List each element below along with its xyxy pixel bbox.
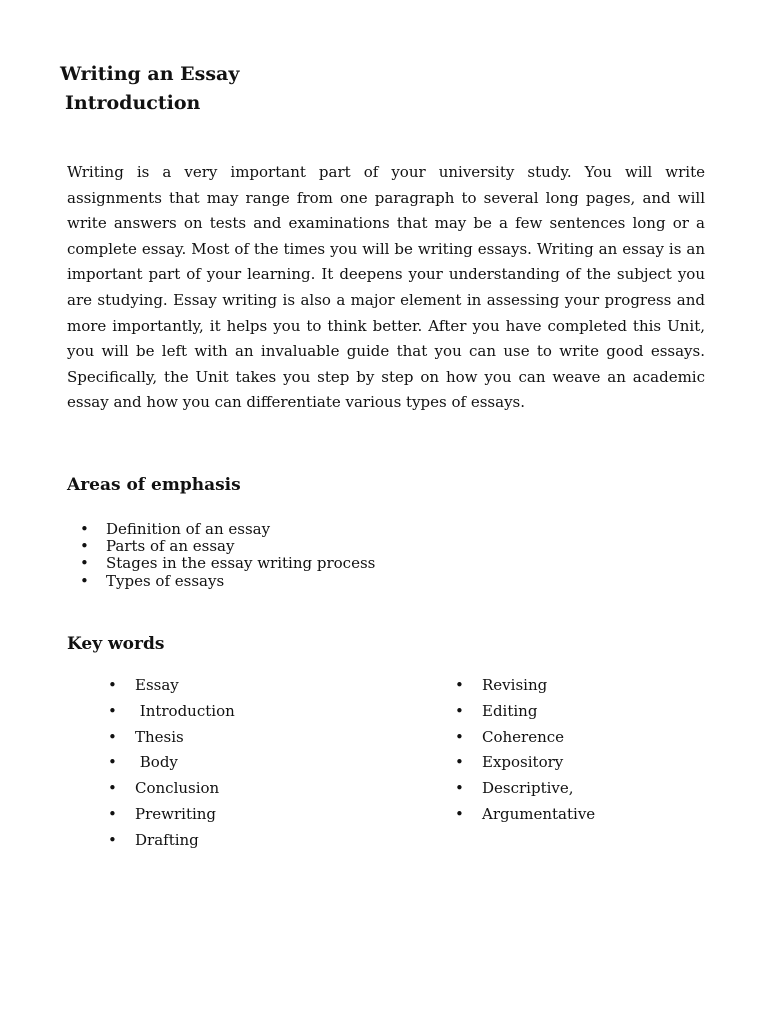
intro-paragraph: Writing is a very important part of your university study. You will write assignments that may range from one paragraph to several long pages, and will write answers on tests and examinations that may be a few sentences long or a complete essay. Most of the times you will be writing essays. Writing an essay is an important part of your learning. It deepens your understanding of the subject you are studying. Essay writing is also a major element in assessing your progress and more importantly, it helps you to think better. After you have completed this Unit, you will be left with an invaluable guide that you can use to write good essays. Specifically, the Unit takes you step by step on how you can weave an academic essay and how you can differentiate various types of essays. <box>67 163 705 412</box>
areas-list <box>80 521 375 590</box>
list-item: • Introduction <box>108 699 235 725</box>
list-item: • Argumentative <box>455 802 595 828</box>
list-item: • Types of essays <box>80 573 375 590</box>
keywords-list-right <box>455 673 595 828</box>
list-item: • Descriptive, <box>455 776 595 802</box>
list-item: • Essay <box>108 673 235 699</box>
list-item: • Editing <box>455 699 595 725</box>
list-item: • Drafting <box>108 828 235 854</box>
list-item: • Revising <box>455 673 595 699</box>
list-item: • Prewriting <box>108 802 235 828</box>
list-item: • Parts of an essay <box>80 538 375 555</box>
list-item: • Expository <box>455 750 595 776</box>
list-item: • Definition of an essay <box>80 521 375 538</box>
areas-heading: Areas of emphasis <box>67 475 241 495</box>
list-item: • Conclusion <box>108 776 235 802</box>
keywords-list-left <box>108 673 235 854</box>
list-item: • Coherence <box>455 725 595 751</box>
list-item: • Thesis <box>108 725 235 751</box>
keywords-heading: Key words <box>67 634 165 654</box>
list-item: • Stages in the essay writing process <box>80 555 375 572</box>
document-title: Writing an Essay <box>60 63 240 85</box>
section-title-introduction: Introduction <box>65 92 201 114</box>
list-item: • Body <box>108 750 235 776</box>
